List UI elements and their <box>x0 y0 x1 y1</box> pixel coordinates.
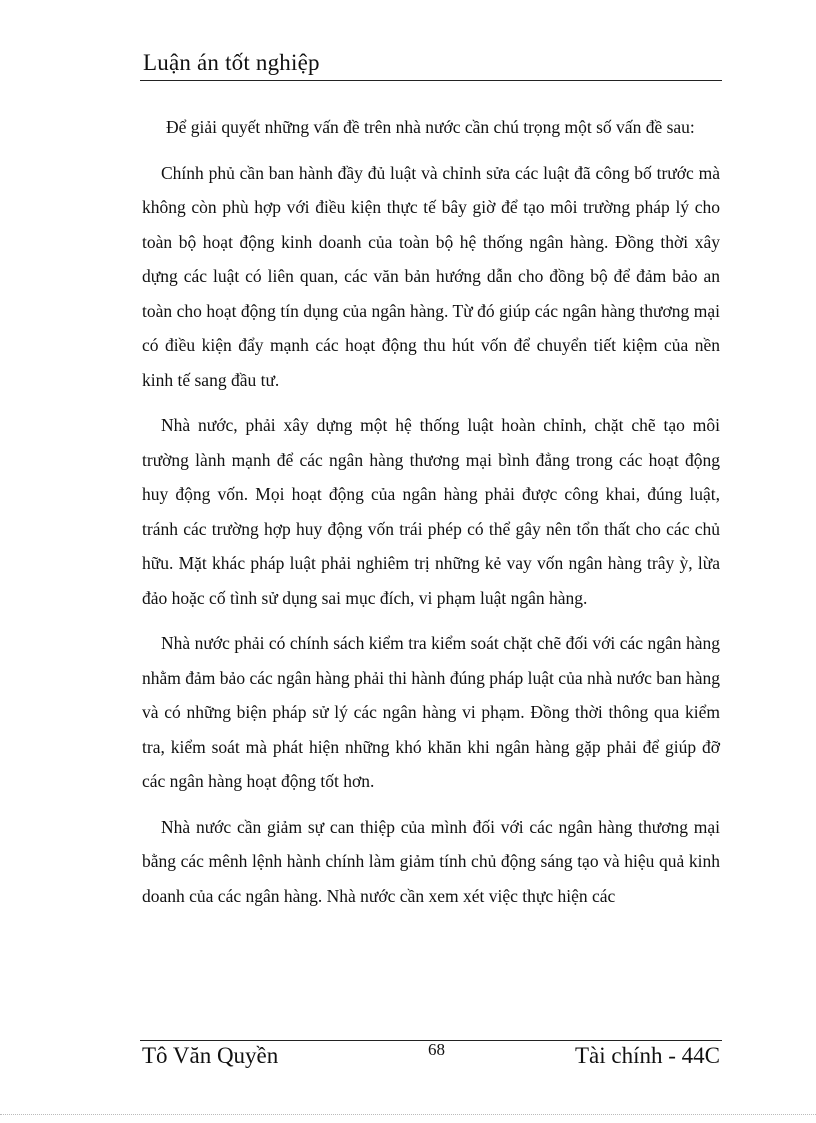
footer-class-label: Tài chính - 44C <box>575 1043 720 1068</box>
footer-author: Tô Văn Quyền <box>142 1043 279 1068</box>
body-paragraph-5: Nhà nước cần giảm sự can thiệp của mình đối với các ngân hàng thương mại bằng các mênh lệnh hành chính làm giảm tính chủ động sáng tạo và hiệu quả kinh doanh của các ngân hàng. Nhà nước cần xem xét việc thực hiện các <box>142 816 720 906</box>
body-paragraph-3: Nhà nước, phải xây dựng một hệ thống luật hoàn chỉnh, chặt chẽ tạo môi trường lành mạnh để các ngân hàng thương mại bình đẳng trong các hoạt động huy động vốn. Mọi hoạt động của ngân hàng phải được công khai, đúng luật, tránh các trường hợp huy động vốn trái phép có thể gây nên tổn thất cho các chủ hữu. Mặt khác pháp luật phải nghiêm trị những kẻ vay vốn ngân hàng trây ỳ, lừa đảo hoặc cố tình sử dụng sai mục đích, vi phạm luật ngân hàng. <box>142 415 720 608</box>
page-number: 68 <box>428 1040 445 1059</box>
page-bottom-edge <box>0 1114 816 1115</box>
document-body <box>142 110 720 924</box>
body-paragraph-1: Để giải quyết những vấn đề trên nhà nước cần chú trọng một số vấn đề sau: <box>166 117 695 137</box>
body-paragraph-4: Nhà nước phải có chính sách kiểm tra kiểm soát chặt chẽ đối với các ngân hàng nhằm đảm bảo các ngân hàng phải thi hành đúng pháp luật của nhà nước ban hàng và có những biện pháp sử lý các ngân hàng vi phạm. Đồng thời thông qua kiểm tra, kiểm soát mà phát hiện những khó khăn khi ngân hàng gặp phải để giúp đỡ các ngân hàng hoạt động tốt hơn. <box>142 633 720 791</box>
body-paragraph-2: Chính phủ cần ban hành đầy đủ luật và chỉnh sửa các luật đã công bố trước mà không còn phù hợp với điều kiện thực tế bây giờ để tạo môi trường pháp lý cho toàn bộ hoạt động kinh doanh của toàn bộ hệ thống ngân hàng. Đồng thời xây dựng các luật có liên quan, các văn bản hướng dẫn cho đồng bộ để đảm bảo an toàn cho hoạt động tín dụng của ngân hàng. Từ đó giúp các ngân hàng thương mại có điều kiện đẩy mạnh các hoạt động thu hút vốn để chuyển tiết kiệm của nền kinh tế sang đầu tư. <box>142 162 720 390</box>
header-divider <box>140 80 722 81</box>
page-header-title: Luận án tốt nghiệp <box>143 50 320 75</box>
